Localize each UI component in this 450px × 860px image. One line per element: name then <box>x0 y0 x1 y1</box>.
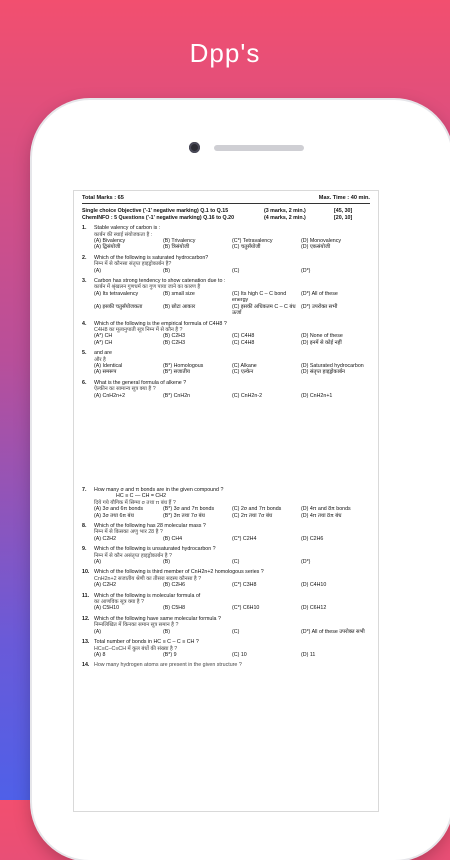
section-range: [20, 10] <box>334 214 353 221</box>
option: (A) C5H10 <box>94 605 120 612</box>
question-text: and are <box>94 350 112 357</box>
section-label: ChemINFO : 5 Questions ('-1' negative marking) Q.16 to Q.20 <box>82 214 235 221</box>
option-hindi: (B*) सजातीय <box>163 369 190 376</box>
option: (C*) Tetravalency <box>232 238 273 245</box>
options-row <box>94 268 370 274</box>
question-item <box>82 546 370 565</box>
question-item <box>82 321 370 347</box>
question-number: 9. <box>82 546 87 553</box>
question-body <box>94 616 370 635</box>
earpiece-speaker <box>214 145 304 151</box>
question-number: 8. <box>82 523 87 529</box>
question-item <box>82 662 370 668</box>
question-body <box>94 662 370 668</box>
option: (B) C5H8 <box>163 605 186 612</box>
option: (A) C2H2 <box>94 535 117 542</box>
dpp-document <box>74 191 378 669</box>
option-hindi: (B) C2H3 <box>163 339 186 346</box>
question-number: 3. <box>82 278 87 285</box>
question-body <box>94 639 370 658</box>
question-text: What is the general formula of alkene ? <box>94 379 187 386</box>
option-hindi: (C) इसकी अधिकतम C – C बंध ऊर्जा <box>232 303 296 317</box>
option: (C) CnH2n-2 <box>232 392 263 399</box>
option: (B) CH4 <box>163 535 183 542</box>
question-number: 12. <box>82 615 90 622</box>
question-item <box>82 593 370 612</box>
question-number: 4. <box>82 320 87 327</box>
question-body <box>94 321 370 347</box>
question-item <box>82 523 370 542</box>
option-hindi: (A) समरूप <box>94 369 117 376</box>
option: (B*) 3σ and 7π bonds <box>163 506 215 513</box>
option: (A) CnH2n+2 <box>94 392 126 399</box>
question-item <box>82 350 370 376</box>
question-text: Which of the following have same molecular formula ? <box>94 615 221 622</box>
option: (A) <box>94 559 102 566</box>
option-hindi: (A) द्विसंयोजी <box>94 244 121 251</box>
options-row <box>94 304 370 317</box>
option-hindi: (D) संतृप्त हाइड्रोकार्बन <box>301 369 345 376</box>
question-hindi: और है <box>94 356 106 363</box>
question-hindi: निम्न में से कौनसा संतृप्त हाइड्रोकार्बन है? <box>94 261 172 268</box>
option: (A) Its tetravalency <box>94 290 139 297</box>
option: (C) <box>232 267 240 274</box>
question-body <box>94 380 370 399</box>
section-range: [45, 30] <box>334 208 353 215</box>
option: (D*) <box>301 559 311 566</box>
option: (B) C2H6 <box>163 582 186 589</box>
option-hindi: (C) 2π तथा 7σ बंध <box>232 512 273 519</box>
question-item <box>82 616 370 635</box>
question-body <box>94 523 370 542</box>
option: (B) C2H3 <box>163 333 186 340</box>
question-item <box>82 639 370 658</box>
question-hindi: ऐल्कीन का सामान्य सूत्र क्या है ? <box>94 386 156 393</box>
option: (A) <box>94 267 102 274</box>
section-label: Single choice Objective ('-1' negative marking) Q.1 to Q.15 <box>82 208 229 215</box>
option-hindi: (B) छोटा आकार <box>163 303 196 310</box>
question-text: Carbon has strong tendency to show catenation due to : <box>94 278 226 285</box>
options-row <box>94 513 370 519</box>
option: (A) 8 <box>94 651 106 658</box>
banner-title: Dpp's <box>189 38 261 68</box>
options-row <box>94 559 370 565</box>
question-hindi: HC≡C–C≡CH में कुल बंधों की संख्या है ? <box>94 645 178 652</box>
question-text: Which of the following is third member of CnH2n+2 homologous series ? <box>94 569 264 576</box>
option: (C*) C2H4 <box>232 535 257 542</box>
section-marks: (4 marks, 2 min.) <box>264 214 306 221</box>
question-item <box>82 278 370 316</box>
question-body <box>94 225 370 251</box>
question-text: Total number of bonds in HC ≡ C – C ≡ CH ? <box>94 639 199 646</box>
option: (C) C4H8 <box>232 333 255 340</box>
question-body <box>94 350 370 376</box>
question-number: 11. <box>82 592 90 599</box>
option: (B*) Homologous <box>163 362 204 369</box>
question-text: Which of the following is unsaturated hydrocarbon ? <box>94 546 216 553</box>
question-hindi: दिये गये यौगिक में सिग्मा σ तथा π बंध हैं ? <box>94 499 176 506</box>
total-marks: Total Marks : 65 <box>82 195 124 201</box>
options-row <box>94 393 370 399</box>
question-number: 10. <box>82 569 90 576</box>
front-camera-icon <box>189 142 200 153</box>
question-hindi: निम्न में से किसका अणु भार 28 है ? <box>94 529 163 536</box>
question-item <box>82 255 370 274</box>
question-body <box>94 278 370 316</box>
options-row <box>94 536 370 542</box>
options-row <box>94 582 370 588</box>
section-line <box>82 215 370 221</box>
option-hindi: (D) इनमें से कोई नहीं <box>301 339 342 346</box>
options-row <box>94 291 370 304</box>
option: (D) C2H6 <box>301 535 324 542</box>
option: (C) Alkane <box>232 362 257 369</box>
options-row <box>94 369 370 375</box>
option: (A) <box>94 628 102 635</box>
option-hindi: (D) 4π तथा 8π बंध <box>301 512 342 519</box>
question-body <box>94 255 370 274</box>
question-hindi: How many hydrogen atoms are present in the given structure ? <box>94 662 242 669</box>
question-number: 1. <box>82 225 87 232</box>
page-gap <box>82 399 370 483</box>
options-row <box>94 605 370 611</box>
question-item <box>82 225 370 251</box>
question-hindi: निम्नलिखित में किनका समान सूत्र समान है ? <box>94 622 179 629</box>
option-hindi: (D*) उपरोक्त सभी <box>301 303 338 310</box>
option: (D) 11 <box>301 651 316 658</box>
option-hindi: (C) C4H8 <box>232 339 255 346</box>
question-body <box>94 593 370 612</box>
question-item <box>82 569 370 588</box>
question-formula: HC ≡ C — CH = CH2 <box>116 493 167 500</box>
max-time: Max. Time : 40 min. <box>318 195 370 201</box>
document-screen[interactable] <box>73 190 379 812</box>
option: (D) Saturated hydrocarbon <box>301 362 364 369</box>
option: (C) 10 <box>232 651 247 658</box>
question-hindi: का आणविक सूत्र क्या है ? <box>94 599 144 606</box>
question-text: Which of the following is the empirical formula of C4H8 ? <box>94 320 227 327</box>
option-hindi: (D) एकसंयोजी <box>301 244 331 251</box>
question-number: 14. <box>82 662 90 669</box>
options-row <box>94 340 370 346</box>
option-hindi: (A*) CH <box>94 339 113 346</box>
option: (C*) C6H10 <box>232 605 260 612</box>
question-body <box>94 487 370 519</box>
question-hindi: C4H8 का मूलानुपाती सूत्र निम्न में से कौन है ? <box>94 326 183 333</box>
question-text: How many σ and π bonds are in the given compound ? <box>94 486 224 493</box>
option: (C) 2σ and 7π bonds <box>232 506 282 513</box>
options-row <box>94 244 370 250</box>
question-body <box>94 569 370 588</box>
doc-header <box>82 195 370 204</box>
option: (A) 3σ and 6π bonds <box>94 506 144 513</box>
question-hindi: कार्बन की स्थाई संयोजकता है : <box>94 231 153 238</box>
option: (B) <box>163 267 171 274</box>
question-item <box>82 380 370 399</box>
option: (A) Bivalency <box>94 238 126 245</box>
question-body <box>94 546 370 565</box>
option: (C) <box>232 559 240 566</box>
question-text: Which of the following has 28 molecular mass ? <box>94 523 206 529</box>
options-row <box>94 652 370 658</box>
option: (D) None of these <box>301 333 343 340</box>
option-hindi: (B) त्रिसंयोजी <box>163 244 190 251</box>
question-list <box>82 225 370 669</box>
option: (A*) CH <box>94 333 113 340</box>
question-text: Which of the following is molecular formula of <box>94 592 201 599</box>
option: (D*) <box>301 267 311 274</box>
question-hindi: CnH2n+2 सजातीय श्रेणी का तीसरा सदस्य कौनसा है ? <box>94 575 202 582</box>
option: (D*) All of these उपरोक्त सभी <box>301 628 365 635</box>
option: (D*) All of these <box>301 290 338 297</box>
question-number: 7. <box>82 486 87 493</box>
option: (B) <box>163 628 171 635</box>
question-number: 2. <box>82 254 87 261</box>
option: (D) C4H10 <box>301 582 327 589</box>
question-number: 5. <box>82 350 87 357</box>
question-item <box>82 487 370 519</box>
section-marks: (3 marks, 2 min.) <box>264 208 306 215</box>
option: (B) small size <box>163 290 195 297</box>
option: (D) C6H12 <box>301 605 327 612</box>
option: (A) Identical <box>94 362 123 369</box>
option: (A) C2H2 <box>94 582 117 589</box>
option: (D) 4π and 8π bonds <box>301 506 351 513</box>
option: (B*) 9 <box>163 651 177 658</box>
option: (C) Its high C – C bond energy <box>232 290 287 304</box>
option-hindi: (A) इसकी चतुर्संयोजकता <box>94 303 143 310</box>
question-number: 6. <box>82 379 87 386</box>
option: (C) <box>232 628 240 635</box>
option: (B*) CnH2n <box>163 392 191 399</box>
question-number: 13. <box>82 639 90 646</box>
option-hindi: (A) 3σ तथा 6π बंध <box>94 512 134 519</box>
option: (B) Trivalency <box>163 238 196 245</box>
option-hindi: (C) चतुर्संयोजी <box>232 244 261 251</box>
options-row <box>94 629 370 635</box>
question-text: Stable valency of carbon is : <box>94 225 161 232</box>
question-hindi: कार्बन में श्रृंखलन गुणधर्म का गुण पाया जाने का कारण है <box>94 284 201 291</box>
option: (D) Monovalency <box>301 238 342 245</box>
question-hindi: निम्न में से कौन असंतृप्त हाइड्रोकार्बन है ? <box>94 552 172 559</box>
question-text: Which of the following is saturated hydrocarbon? <box>94 254 209 261</box>
option: (B) <box>163 559 171 566</box>
option: (C*) C3H8 <box>232 582 257 589</box>
option: (D) CnH2n+1 <box>301 392 333 399</box>
option-hindi: (B*) 3π तथा 7σ बंध <box>163 512 205 519</box>
option-hindi: (C) एल्केन <box>232 369 254 376</box>
